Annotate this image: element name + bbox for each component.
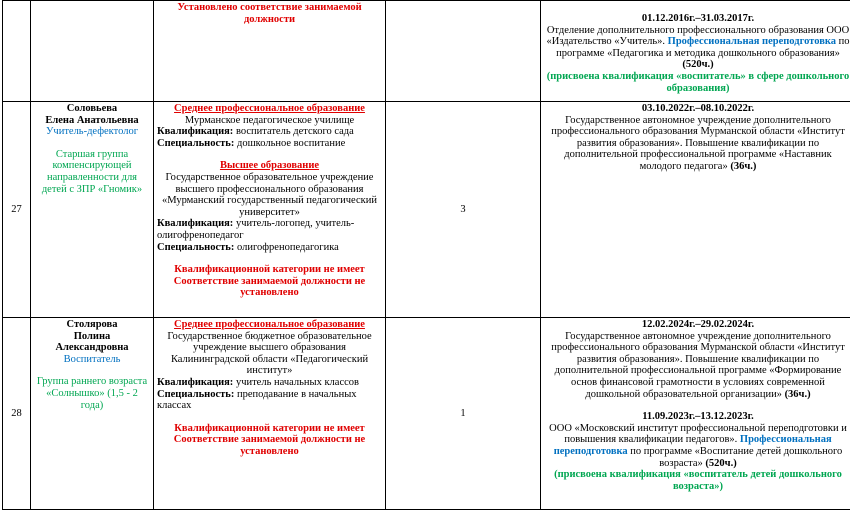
edu-qualification: Квалификация: учитель начальных классов — [157, 376, 359, 388]
edu-institution: Государственное бюджетное образовательное учреждение высшего образования Калининградской области «Педагогический институт» — [167, 330, 372, 377]
edu-title: Среднее профессиональное образование — [174, 103, 365, 114]
course-date: 12.02.2024г.–29.02.2024г. — [641, 319, 755, 330]
course-hours: (520ч.) — [682, 59, 714, 71]
group-name: Группа раннего возраста «Солнышко» (1,5 - 2 года) — [36, 376, 148, 411]
course-date: 03.10.2022г.–08.10.2022г. — [641, 103, 755, 114]
edu-institution: Государственное образовательное учреждение высшего профессионального образования «Мурманский государственный педагогический университет» — [162, 171, 377, 218]
cell-education — [154, 318, 386, 510]
attestation-status: Соответствие занимаемой должности не установлено — [173, 275, 366, 299]
row-number: 28 — [3, 318, 31, 510]
table-row — [3, 1, 850, 102]
edu-title: Высшее образование — [219, 160, 320, 172]
given-name: Елена Анатольевна — [45, 114, 139, 126]
course-text: Отделение дополнительного профессионального образования ООО «Издательство «Учитель». Профессиональная переподготовка по программе «Педагогика и методика дошкольного образования» — [546, 24, 850, 59]
edu-specialty: Специальность: олигофренопедагогика — [157, 241, 339, 253]
cell-training — [541, 1, 850, 102]
attestation-status: Соответствие занимаемой должности не установлено — [173, 434, 366, 457]
table-row — [3, 318, 850, 510]
cell-experience — [386, 1, 541, 102]
category-status: Квалификационной категории не имеет — [174, 422, 365, 434]
row-number: 27 — [3, 102, 31, 318]
patronymic: Александровна — [55, 342, 129, 354]
course-date: 11.09.2023г.–13.12.2023г. — [642, 411, 754, 423]
experience-years: 1 — [386, 318, 541, 510]
surname: Столярова — [66, 319, 118, 330]
experience-years: 3 — [386, 102, 541, 318]
course-text: Государственное автономное учреждение дополнительного профессионального образования Мурманской области «Институт развития образования». Повышение квалификации по дополнительной профессиональной программе «Формирование основ финансовой грамотности в условиях современной дошкольной образовательной организации» (36ч.) — [551, 330, 845, 400]
group-name: Старшая группа компенсирующей направленности для детей с ЗПР «Гномик» — [41, 148, 143, 195]
cell-name — [31, 102, 154, 318]
edu-qualification: Квалификация: воспитатель детского сада — [157, 126, 354, 138]
course-text: ООО «Московский институт профессиональной переподготовки и повышения квалификации педагогов». Профессиональная переподготовка по программе «Воспитание детей дошкольного возраста» (520ч.) — [549, 422, 847, 469]
edu-specialty: Специальность: дошкольное воспитание — [157, 137, 346, 149]
course-text: Государственное автономное учреждение дополнительного профессионального образования Мурманской области «Институт развития образования». Повышение квалификации по дополнительной профессиональной программе «Наставник молодого педагога» (36ч.) — [551, 114, 845, 172]
table-row — [3, 102, 850, 318]
qualification-note: (присвоена квалификация «воспитатель» в сфере дошкольного образования) — [546, 70, 850, 94]
position: Воспитатель — [63, 353, 121, 365]
position: Учитель-дефектолог — [45, 126, 139, 138]
cell-training — [541, 102, 850, 318]
staff-table — [2, 0, 850, 510]
course-date: 01.12.2016г.–31.03.2017г. — [641, 13, 755, 24]
cell-name — [31, 318, 154, 510]
cell-education — [154, 102, 386, 318]
edu-institution: Мурманское педагогическое училище — [184, 114, 355, 126]
given-name: Полина — [73, 330, 111, 342]
category-status: Квалификационной категории не имеет — [174, 264, 365, 276]
edu-specialty: Специальность: преподавание в начальных классах — [157, 388, 357, 412]
cell-name — [31, 1, 154, 102]
cell-num — [3, 1, 31, 102]
cell-education — [154, 1, 386, 102]
edu-qualification: Квалификация: учитель-логопед, учитель-олигофренопедагог — [157, 218, 355, 241]
surname: Соловьева — [66, 103, 118, 114]
status-text: Установлено соответствие занимаемой должности — [177, 2, 362, 25]
edu-title: Среднее профессиональное образование — [174, 319, 365, 330]
qualification-note: (присвоена квалификация «воспитатель детей дошкольного возраста») — [554, 469, 842, 492]
cell-training — [541, 318, 850, 510]
